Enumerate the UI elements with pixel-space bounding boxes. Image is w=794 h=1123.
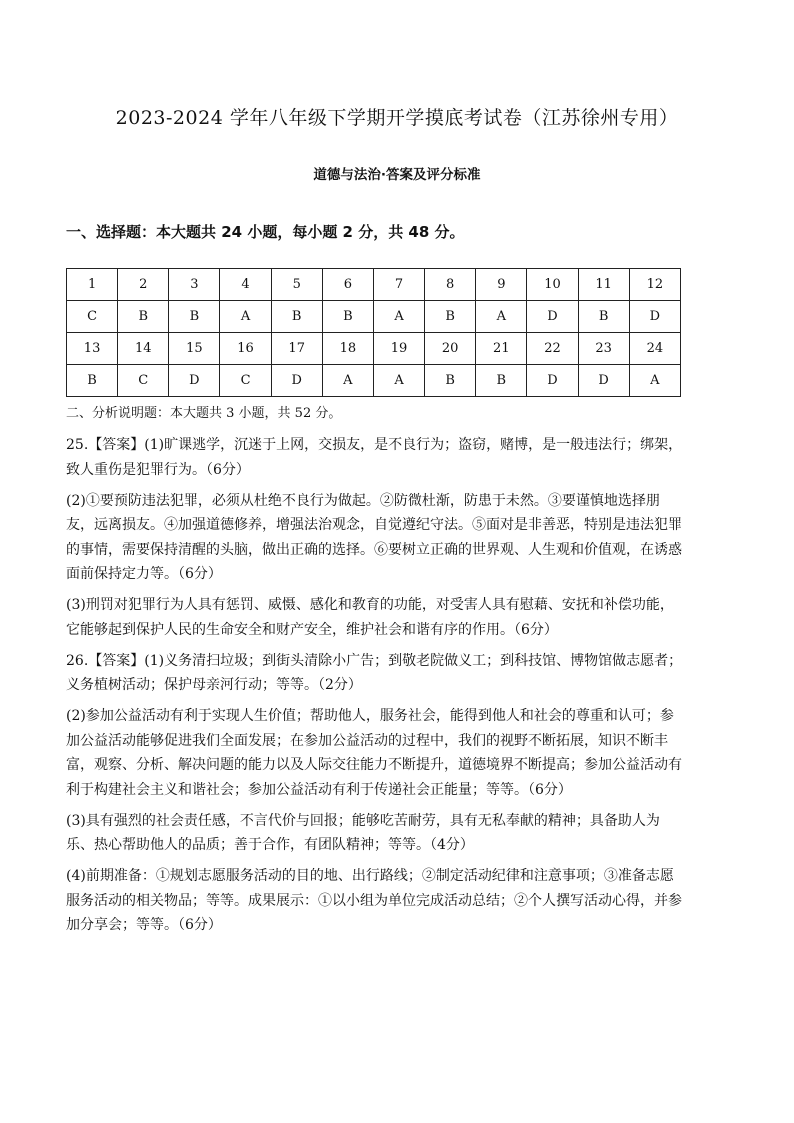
answer-row xyxy=(67,365,681,397)
question-number-cell: 19 xyxy=(373,333,424,365)
answer-paragraph: (4)前期准备：①规划志愿服务活动的目的地、出行路线；②制定活动纪律和注意事项；③准备志愿服务活动的相关物品；等等。成果展示：①以小组为单位完成活动总结；②个人撰写活动心得，并参加分享会；等等。（6分） xyxy=(66,868,682,933)
answer-cell: A xyxy=(373,365,424,397)
question-number-row xyxy=(67,269,681,301)
question-number-cell: 13 xyxy=(67,333,118,365)
answer-paragraph: (3)具有强烈的社会责任感，不言代价与回报；能够吃苦耐劳，具有无私奉献的精神；具备助人为乐、热心帮助他人的品质；善于合作，有团队精神；等等。（4分） xyxy=(66,812,660,853)
answer-cell: A xyxy=(373,301,424,333)
question-number-cell: 24 xyxy=(629,333,680,365)
question-number-cell: 10 xyxy=(527,269,578,301)
answer-cell: A xyxy=(629,365,680,397)
answer-paragraph: 26.【答案】(1)义务清扫垃圾；到街头清除小广告；到敬老院做义工；到科技馆、博物馆做志愿者；义务植树活动；保护母亲河行动；等等。（2分） xyxy=(66,652,683,693)
answer-cell: D xyxy=(271,365,322,397)
answer-cell: C xyxy=(67,301,118,333)
answer-cell: A xyxy=(476,301,527,333)
answer-cell: B xyxy=(425,365,476,397)
page-title: 2023-2024 学年八年级下学期开学摸底考试卷（江苏徐州专用） xyxy=(115,107,679,129)
answer-cell: D xyxy=(169,365,220,397)
section1-heading: 一、选择题：本大题共 24 小题，每小题 2 分，共 48 分。 xyxy=(66,223,465,241)
question-number-cell: 15 xyxy=(169,333,220,365)
answer-table xyxy=(66,268,681,397)
answer-cell: A xyxy=(322,365,373,397)
answer-paragraph: (3)刑罚对犯罪行为人具有惩罚、威慑、感化和教育的功能，对受害人具有慰藉、安抚和补偿功能，它能够起到保护人民的生命安全和财产安全，维护社会和谐有序的作用。（6分） xyxy=(66,597,674,638)
question-number-cell: 1 xyxy=(67,269,118,301)
answer-cell: B xyxy=(169,301,220,333)
answer-cell: D xyxy=(629,301,680,333)
answer-cell: D xyxy=(527,365,578,397)
answer-cell: B xyxy=(118,301,169,333)
question-number-cell: 21 xyxy=(476,333,527,365)
question-number-cell: 14 xyxy=(118,333,169,365)
question-number-cell: 4 xyxy=(220,269,271,301)
answer-cell: D xyxy=(578,365,629,397)
answer-cell: C xyxy=(118,365,169,397)
question-number-cell: 6 xyxy=(322,269,373,301)
question-number-cell: 12 xyxy=(629,269,680,301)
question-number-cell: 7 xyxy=(373,269,424,301)
answer-paragraph: (2)参加公益活动有利于实现人生价值；帮助他人，服务社会，能得到他人和社会的尊重和认可；参加公益活动能够促进我们全面发展；在参加公益活动的过程中，我们的视野不断拓展，知识不断丰富，观察、分析、解决问题的能力以及人际交往能力不断提升，道德境界不断提高；参加公益活动有利于构建社会主义和谐社会；参加公益活动有利于传递社会正能量；等等。（6分） xyxy=(66,708,682,798)
section2-heading: 二、分析说明题：本大题共 3 小题，共 52 分。 xyxy=(66,406,342,421)
answer-cell: B xyxy=(271,301,322,333)
answer-cell: B xyxy=(67,365,118,397)
answer-cell: A xyxy=(220,301,271,333)
answer-paragraph: (2)①要预防违法犯罪，必须从杜绝不良行为做起。②防微杜渐，防患于未然。③要谨慎地选择朋友，远离损友。④加强道德修养，增强法治观念，自觉遵纪守法。⑤面对是非善恶，特别是违法犯罪的事情，需要保持清醒的头脑，做出正确的选择。⑥要树立正确的世界观、人生观和价值观，在诱惑面前保持定力等。（6分） xyxy=(66,492,682,582)
question-number-cell: 18 xyxy=(322,333,373,365)
question-number-cell: 3 xyxy=(169,269,220,301)
question-number-row xyxy=(67,333,681,365)
answer-cell: D xyxy=(527,301,578,333)
question-number-cell: 17 xyxy=(271,333,322,365)
answer-cell: B xyxy=(322,301,373,333)
question-number-cell: 9 xyxy=(476,269,527,301)
question-number-cell: 20 xyxy=(425,333,476,365)
question-number-cell: 23 xyxy=(578,333,629,365)
question-number-cell: 2 xyxy=(118,269,169,301)
answer-cell: B xyxy=(425,301,476,333)
answer-cell: B xyxy=(578,301,629,333)
page-subtitle: 道德与法治·答案及评分标准 xyxy=(313,167,481,183)
answer-row xyxy=(67,301,681,333)
answer-cell: C xyxy=(220,365,271,397)
question-number-cell: 16 xyxy=(220,333,271,365)
answer-body xyxy=(66,433,686,944)
answer-paragraph: 25.【答案】(1)旷课逃学，沉迷于上网，交损友，是不良行为；盗窃，赌博，是一般违法行；绑架，致人重伤是犯罪行为。（6分） xyxy=(66,437,683,478)
question-number-cell: 11 xyxy=(578,269,629,301)
question-number-cell: 5 xyxy=(271,269,322,301)
question-number-cell: 8 xyxy=(425,269,476,301)
answer-cell: B xyxy=(476,365,527,397)
question-number-cell: 22 xyxy=(527,333,578,365)
